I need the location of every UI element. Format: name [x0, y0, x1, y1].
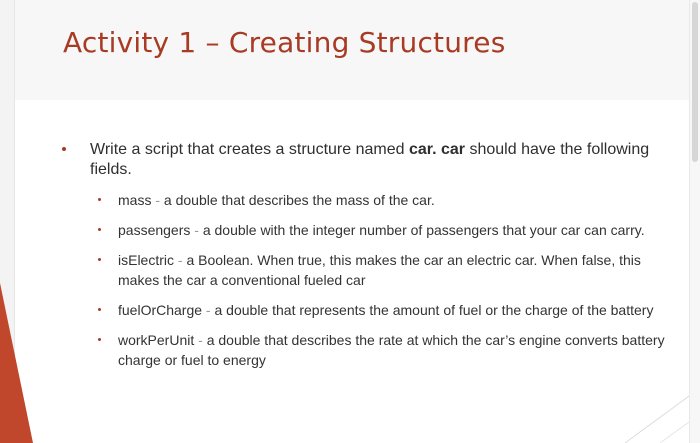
intro-text-1: Write a script that creates a structure named	[90, 141, 409, 158]
slide-body	[62, 140, 682, 380]
field-item-fuelorcharge	[98, 300, 682, 320]
bullet-icon	[98, 258, 101, 261]
intro-bold-2: car	[441, 141, 466, 158]
field-item-mass	[98, 190, 682, 210]
field-description: a double that describes the rate at which the car’s engine converts battery charge or fuel to energy	[118, 332, 665, 368]
bullet-icon	[62, 147, 66, 151]
field-name: workPerUnit	[118, 332, 195, 348]
vertical-scrollbar[interactable]	[689, 0, 700, 443]
field-separator: -	[194, 332, 207, 348]
field-description: a double with the integer number of passengers that your car can carry.	[202, 222, 645, 238]
field-item-workperunit	[98, 330, 682, 370]
slide-title: Activity 1 – Creating Structures	[63, 26, 506, 59]
field-name: passengers	[118, 222, 191, 238]
field-description: a Boolean. When true, this makes the car an electric car. When false, this makes the car a conventional fueled car	[118, 252, 641, 288]
bullet-icon	[98, 198, 101, 201]
main-bullet-item	[62, 140, 682, 180]
field-name: mass	[118, 192, 152, 208]
field-separator: -	[151, 192, 164, 208]
bullet-icon	[98, 228, 101, 231]
field-name: fuelOrCharge	[118, 302, 203, 318]
scrollbar-thumb[interactable]	[692, 2, 698, 162]
field-name: isElectric	[118, 252, 175, 268]
field-item-passengers	[98, 220, 682, 240]
bullet-icon	[98, 308, 101, 311]
field-separator: -	[202, 302, 215, 318]
field-item-iselectric	[98, 250, 682, 290]
intro-bold-1: car.	[408, 141, 437, 158]
field-separator: -	[174, 252, 187, 268]
field-list	[62, 190, 682, 370]
intro-text-3: should have the following fields.	[90, 141, 650, 178]
field-separator: -	[190, 222, 203, 238]
bullet-icon	[98, 338, 101, 341]
field-description: a double that represents the amount of fuel or the charge of the battery	[214, 302, 654, 318]
field-description: a double that describes the mass of the car.	[163, 192, 435, 208]
